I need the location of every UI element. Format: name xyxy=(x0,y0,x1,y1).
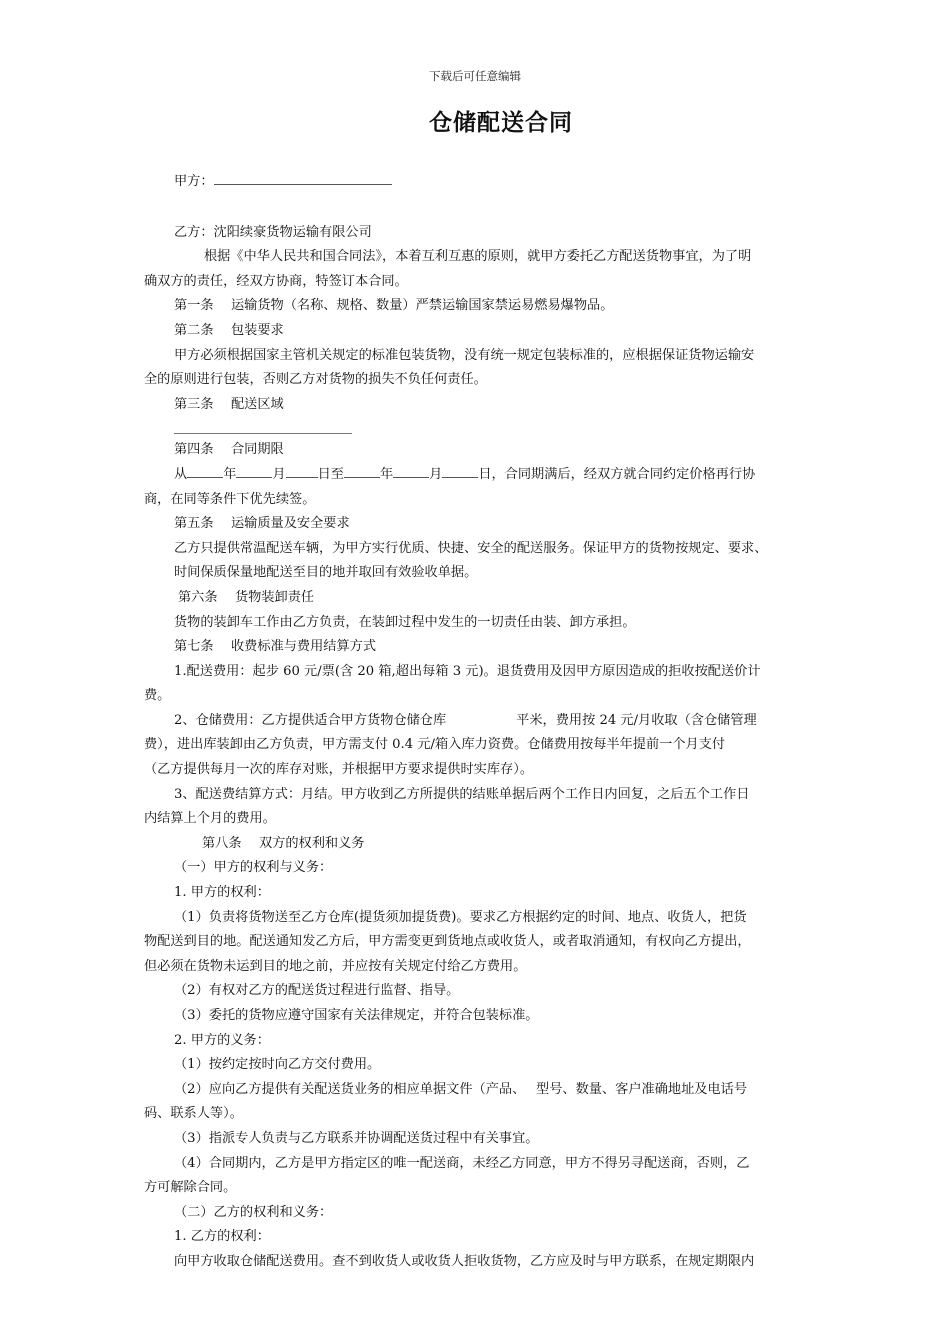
a1-item-2: （2）有权对乙方的配送货过程进行监督、指导。 xyxy=(174,983,460,999)
a2-item-1: （1）按约定按时向乙方交付费用。 xyxy=(174,1057,381,1073)
month-label-2: 月 xyxy=(429,466,443,482)
contract-title: 仓储配送合同 xyxy=(429,109,573,136)
section-b1-heading: 1. 乙方的权利： xyxy=(174,1229,270,1245)
article-2-text-2: 全的原则进行包装，否则乙方对货物的损失不负任何责任。 xyxy=(144,372,487,388)
a1-item-1a: （1）负责将货物送至乙方仓库(提货须加提货费)。要求乙方根据约定的时间、地点、收货人，把货 xyxy=(174,909,747,925)
article-1: 第一条 运输货物（名称、规格、数量）严禁运输国家禁运易燃易爆物品。 xyxy=(174,298,614,314)
section-a1-heading: 1. 甲方的权利： xyxy=(174,885,270,901)
article-7-item-1a: 1.配送费用：起步 60 元/票(含 20 箱,超出每箱 3 元)。退货费用及因甲方原因造成的拒收按配送价计 xyxy=(174,663,761,679)
article-7-heading: 第七条 收费标准与费用结算方式 xyxy=(174,639,377,655)
storage-fee-text: 2、仓储费用：乙方提供适合甲方货物仓储仓库 xyxy=(174,712,447,728)
article-7-item-1b: 费。 xyxy=(144,688,171,704)
b1-item-1: 向甲方收取仓储配送费用。查不到收货人或收货人拒收货物，乙方应及时与甲方联系，在规定期限内 xyxy=(174,1253,755,1269)
end-day-blank[interactable] xyxy=(442,463,478,478)
intro-line-1: 根据《中华人民共和国合同法》，本着互利互惠的原则，就甲方委托乙方配送货物事宜，为了明 xyxy=(204,249,752,265)
a2-item-3: （3）指派专人负责与乙方联系并协调配送货过程中有关事宜。 xyxy=(174,1130,539,1146)
term-tail-text: 日，合同期满后，经双方就合同约定价格再行协 xyxy=(478,466,756,482)
month-label: 月 xyxy=(272,466,286,482)
article-2-text-1: 甲方必须根据国家主管机关规定的标准包装货物，没有统一规定包装标准的，应根据保证货物运输安 xyxy=(174,347,755,363)
article-6-heading: 第六条 货物装卸责任 xyxy=(178,589,315,605)
end-year-blank[interactable] xyxy=(344,463,380,478)
day-to-label: 日至 xyxy=(317,466,344,482)
article-7-item-2a xyxy=(144,709,812,734)
delivery-area-blank[interactable] xyxy=(174,417,352,434)
end-month-blank[interactable] xyxy=(393,463,429,478)
a2-item-4a: （4）合同期内，乙方是甲方指定区的唯一配送商，未经乙方同意，甲方不得另寻配送商，否则，乙 xyxy=(174,1155,750,1171)
start-month-blank[interactable] xyxy=(236,463,272,478)
party-a-blank[interactable] xyxy=(214,170,392,185)
start-year-blank[interactable] xyxy=(187,463,223,478)
article-2-heading: 第二条 包装要求 xyxy=(174,322,284,338)
party-a-line xyxy=(144,170,812,195)
a1-item-1c: 但必须在货物未运到目的地之前，并应按有关规定付给乙方费用。 xyxy=(144,958,527,974)
article-6-text: 货物的装卸车工作由乙方负责，在装卸过程中发生的一切责任由装、卸方承担。 xyxy=(174,614,636,630)
section-a2-heading: 2. 甲方的义务： xyxy=(174,1032,270,1048)
header-note: 下载后可任意编辑 xyxy=(429,69,521,83)
article-5-heading: 第五条 运输质量及安全要求 xyxy=(174,516,350,532)
article-4-text-2: 商，在同等条件下优先续签。 xyxy=(144,491,316,507)
article-7-item-3b: 内结算上个月的费用。 xyxy=(144,811,276,827)
contract-body xyxy=(144,170,812,1275)
article-4-heading: 第四条 合同期限 xyxy=(174,442,284,458)
section-b-heading: （二）乙方的权利和义务： xyxy=(174,1204,333,1220)
term-from-label: 从 xyxy=(174,466,188,482)
article-3-heading: 第三条 配送区域 xyxy=(174,396,284,412)
article-5-text-1: 乙方只提供常温配送车辆，为甲方实行优质、快捷、安全的配送服务。保证甲方的货物按规定、要求、 xyxy=(174,540,768,556)
storage-fee-rate: 平米，费用按 24 元/月收取（含仓储管理 xyxy=(516,712,757,728)
a1-item-1b: 物配送到目的地。配送通知发乙方后，甲方需变更到货地点或收货人，或者取消通知，有权向乙方提出， xyxy=(144,934,751,950)
year-label-2: 年 xyxy=(379,466,394,482)
article-4-term-line xyxy=(144,463,812,488)
article-5-text-2: 时间保质保量地配送至目的地并取回有效验收单据。 xyxy=(174,565,478,581)
party-b-line: 乙方：沈阳续豪货物运输有限公司 xyxy=(174,224,372,240)
a2-item-2b: 码、联系人等）。 xyxy=(144,1106,243,1122)
party-a-label: 甲方： xyxy=(174,174,214,189)
start-day-blank[interactable] xyxy=(286,463,318,478)
section-a-heading: （一）甲方的权利与义务： xyxy=(174,860,333,876)
year-label: 年 xyxy=(223,466,237,482)
a2-item-4b: 方可解除合同。 xyxy=(144,1180,237,1196)
a1-item-3: （3）委托的货物应遵守国家有关法律规定，并符合包装标准。 xyxy=(174,1008,539,1023)
intro-line-2: 确双方的责任，经双方协商，特签订本合同。 xyxy=(144,273,408,289)
article-7-item-2c: （乙方提供每月一次的库存对账，并根据甲方要求提供时实库存）。 xyxy=(144,762,534,778)
article-8-heading: 第八条 双方的权利和义务 xyxy=(202,835,365,851)
a2-item-2a: （2）应向乙方提供有关配送货业务的相应单据文件（产品、 型号、数量、客户准确地址及电话号 xyxy=(174,1081,748,1097)
article-7-item-2b: 费），进出库装卸由乙方负责，甲方需支付 0.4 元/箱入库力资费。仓储费用按每半年提前一个月支付 xyxy=(144,737,726,753)
article-7-item-3a: 3、配送费结算方式：月结。甲方收到乙方所提供的结账单据后两个工作日内回复，之后五个工作日 xyxy=(174,786,750,802)
